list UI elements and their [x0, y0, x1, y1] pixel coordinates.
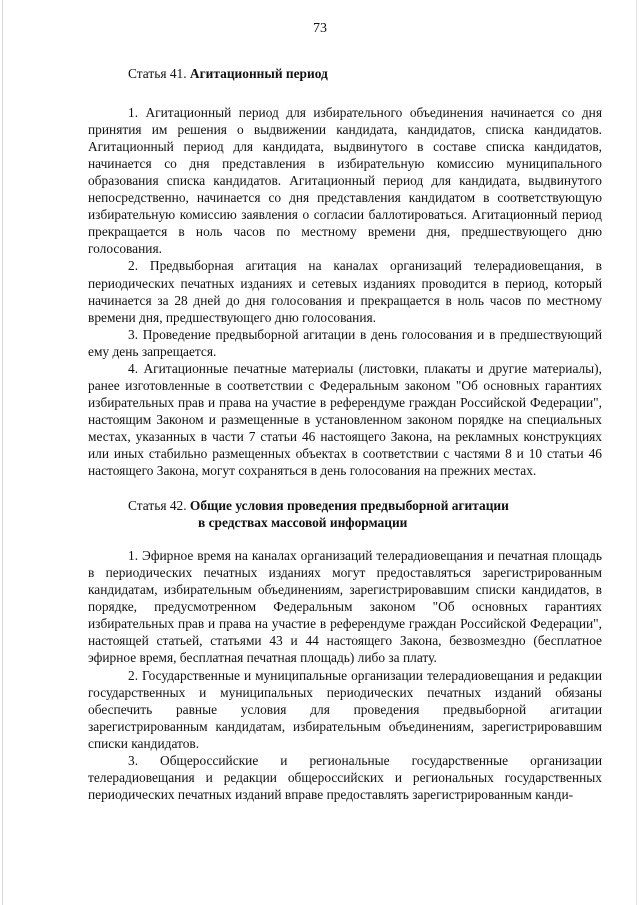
article-41-paragraph-1: 1. Агитационный период для избирательного объединения начинается со дня принятия им решения о выдвижении кандидата, кандидатов, списка кандидатов. Агитационный период для кандидата, выдвинутого в составе списка кандидатов, начинается со дня представления в избирательную комиссию муниципального образования списка кандидатов. Агитационный период для кандидата, выдвинутого непосредственно, начинается со дня представления кандидатом в соответствующую избирательную комиссию заявления о согласии баллотироваться. Агитационный период прекращается в ноль часов по местному времени дня, предшествующего дню голосования.: [88, 105, 602, 257]
article-42-title-line-2: в средствах массовой информации: [198, 515, 408, 531]
scan-edge-right: [636, 0, 637, 905]
page-number: 73: [313, 21, 327, 36]
article-42-paragraph-2: 2. Государственные и муниципальные организации телерадиовещания и редакции государственных и муниципальных периодических печатных изданий обязаны обеспечить равные условия для проведения предвыборной агитации зарегистрированным кандидатам, избирательным объединениям, зарегистрировавшим списки кандидатов.: [88, 667, 602, 751]
article-41-title: Агитационный период: [189, 66, 328, 81]
document-body: [88, 60, 602, 803]
article-41-paragraph-4: 4. Агитационные печатные материалы (листовки, плакаты и другие материалы), ранее изготовленные в соответствии с Федеральным законом "Об основных гарантиях избирательных прав и права на участие в референдуме граждан Российской Федерации", настоящим Законом и размещенные в установленном законом порядке на специальных местах, указанных в части 7 статьи 46 настоящего Закона, на рекламных конструкциях или иных стабильно размещенных объектах в соответствии с частями 8 и 10 статьи 46 настоящего Закона, могут сохраняться в день голосования на прежних местах.: [88, 360, 602, 479]
scan-edge-left: [2, 0, 3, 905]
article-41-heading: [128, 65, 602, 82]
article-42-paragraph-3: 3. Общероссийские и региональные государственные организации телерадиовещания и редакции общероссийских и региональных государственных периодических печатных изданий вправе предоставлять зарегистрированным канди-: [88, 752, 602, 802]
article-41-paragraph-3: 3. Проведение предвыборной агитации в день голосования и в предшествующий ему день запрещается.: [88, 326, 602, 359]
article-42-paragraph-1: 1. Эфирное время на каналах организаций телерадиовещания и печатная площадь в периодических печатных изданиях могут предоставляться зарегистрированным кандидатам, избирательным объединениям, зарегистрировавшим списки кандидатов, в порядке, предусмотренном Федеральным законом "Об основных гарантиях избирательных прав и права на участие в референдуме граждан Российской Федерации", настоящей статьей, статьями 43 и 44 настоящего Закона, безвозмездно (бесплатное эфирное время, бесплатная печатная площадь) либо за плату.: [88, 548, 602, 666]
article-41-prefix: Статья 41.: [128, 66, 190, 81]
article-42-heading: [128, 497, 602, 531]
article-41-paragraph-2: 2. Предвыборная агитация на каналах организаций телерадиовещания, в периодических печатных изданиях и сетевых изданиях проводится в период, который начинается за 28 дней до дня голосования и прекращается в ноль часов по местному времени дня, предшествующего дню голосования.: [88, 258, 602, 325]
article-42-prefix: Статья 42.: [128, 498, 190, 514]
article-42-title-line-1: Общие условия проведения предвыборной агитации: [189, 498, 509, 514]
